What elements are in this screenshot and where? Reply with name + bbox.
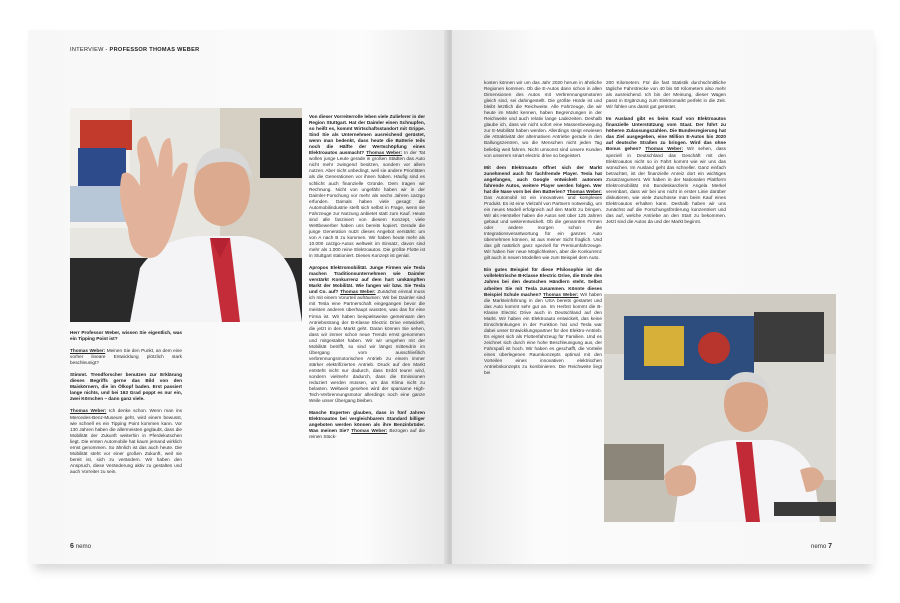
right-page (452, 30, 874, 564)
portrait-photo-right (604, 294, 836, 522)
portrait-photo-left (70, 108, 302, 322)
folio-right: nemo 7 (810, 543, 832, 550)
left-column-1: Herr Professor Weber, wissen Sie eigentlich, was ein Tipping Point ist? Thomas Weber: Meinen Sie den Punkt, an dem eine vorher lineare Entwicklung plötzlich stark beschleunigt? Stimmt. Trendforscher benutzen zur Erklärung dieses Begriffs gerne das Bild von den Maiskörnern, die im Ölkopf baden. Erst passiert lange nichts, und bei 163 Grad poppt es nur ein, zwei Körnchen – dann ganz viele. Thomas Weber: Ich denke schon. Wenn man ins Mercedes-Benz-Museum geht, wird einem bewusst, wie schnell es ein Tipping Point kommen kann. Vor 130 Jahren haben die allermeisten geglaubt, dass die Mobilität der Zukunft weiterhin in Pferdekutschen liegt. Die ersten Automobile hat kaum jemand wirklich ernst genommen. So ähnlich ist das auch heute. Die Mobilität steht vor einer großen Zukunft, weil sie bereit ist, sich zu verändern. Wir haben den Anspruch, diese Veränderung aktiv zu gestalten und auch Vorreiter zu sein. (70, 330, 182, 474)
left-page (28, 30, 448, 564)
folio-left: 6 nemo (70, 543, 92, 550)
magazine-spread (28, 30, 874, 564)
right-column-2: 200 Kilometern. Für die fast Statistik durchschnittliche tägliche Fahrstrecke von 40 bis 50 Kilometern also mehr als ausreichend. Ich bin der Meinung, dieser Wagen passt in Ergänzung zum Elektromarkt perfekt in die Zeit. Wir fühlen uns damit gut gerüstet. Im Ausland gibt es beim Kauf von Elektroautos finanzielle Unterstützung vom Staat. Der führt zu höheren Zulassungszahlen. Die Bundesregierung hat das Ziel ausgegeben, eine Million E-Autos bis 2020 auf deutsche Straßen zu bringen. Wird das ohne Bonus gehen? Thomas Weber: Wir sehen, dass speziell in Deutschland das Geschäft mit den Elektroautos nicht so in Fahrt kommt wie wir uns das wünschen. Im Ausland geht das schneller. Ganz einfach betrachtet, ist der finanzielle Anreiz dort ein wichtiges Zusatzargument. Wir haben in der Nationalen Plattform Elektromobilität mit Bundeskanzlerin Angela Merkel vereinbart, dass wir bei uns nicht in erster Linie darüber diskutieren, wie viele Zuschüsse man beim Kauf eines Elektroautos erhalten kann. Deshalb haben wir uns zunächst auf die Forschungsförderung konzentriert und das auf, welche Antriebe an den Start zu bekommen. Jetzt sind die Autos da und der Markt beginnt. (606, 80, 726, 225)
right-column-1: kosten können wir um das Jahr 2020 herum in ähnliche Regionen kommen. Ob die E-Autos dann schon in allen Dimensionen des Autos mit Verbrennungsmotoren gleich sind, sei dahingestellt. Die größte Hürde ist und bleibt letztlich die Reichweite. Alle Fahrzeuge, die wir heute im Markt kennen, haben Begrenzungen in der Reichweite und auch relativ lange Ladezeiten. Deshalb glaube ich, dass wir nicht sofort eine Massenbewegung zur E-Mobilität haben werden. Allerdings steigt erwiesen die Attraktivität der alternativen Antriebe gerade in den Ballungszentren, wo die Menschen nicht jeden Tag beliebig weit fahren. Nicht umsonst sind unsere Kunden von unserem smart electric drive so begeistert. Mit dem Elektroauto öffnet sich der Markt zunehmend auch für fachfremde Player. Tesla hat angefangen, auch Google entwickelt autonom fahrende Autos, weitere Player werden folgen. Wer hat die Nase vorn bei den Batterien? Thomas Weber: Das Automobil ist ein innovatives und komplexes Produkt. Es ist eine Vielzahl von Partnern notwendig, um ein neues Modell erfolgreich auf den Markt zu bringen. Wir als Hersteller haben die Autos seit über 125 Jahren gebaut und weiterentwickelt. Ob die genannten Firmen oder andere morgen schon die Integrationsverantwortung für ein ganzes Auto übernehmen können, ist aus meiner Sicht fraglich. Und das gilt natürlich ganz speziell für Premiumfahrzeuge. Wir haben hier neue Möglichkeiten, aber die Konkurrenz gilt auch in neuen Modellen wie zum Beispiel dem Auto. Ein gutes Beispiel für diese Philosophie ist die vollelektrische B-Klasse Electric Drive, die Ende des Jahres bei den deutschen Händlern steht. Selbst arbeiten Sie mit Tesla zusammen. Könnte dieses Beispiel Schule machen? Thomas Weber: Wir haben die Markteinführung in den USA bereits gestartet und das Auto kommt sehr gut an. Im Herbst kommt die B-Klasse Electric Drive auch in Deutschland auf den Markt. Wir haben ein Elektroauto entwickelt, das keine Einschränkungen in der Funktion hat und Tesla war dabei unser Entwicklungspartner für den Elektro-Antrieb. Es eignet sich als Flottenfahrzeug für Familien. Und es zeichnet sich durch eine hohe Beschleunigung aus, der Fahrspaß ist hoch. Wir haben es geschafft, die Vorteile eines überlegenen Raumkonzepts optimal mit den Vorteilen eines innovativen elektrischen Antriebskonzepts zu kombinieren. Die Reichweite liegt bei (484, 80, 602, 376)
running-head: INTERVIEW - PROFESSOR THOMAS WEBER (70, 47, 200, 53)
photo-man-raised-hand (70, 108, 302, 322)
left-column-2: Von dieser Vorreiterrolle leben viele Zulieferer in der Region Stuttgart. Hat der Daimler einen Schnupfen, so heißt es, kommt Wirtschaftsstandort mit Grippe. Sind Sie als Unternehmen ausreichend gerüstet, wenn man bedenkt, dass heute die Batterie teils noch die Hälfte der Wertschöpfung eines Elektroautos ausmacht? Thomas Weber: In der Tat wollen junge Leute gerade in großen Städten das Auto nicht mehr zwingend besitzen, sondern vor allem nutzen. Aber nicht unbedingt, weil sie andere Prioritäten als die Generationen vor ihnen haben. Häufig sind es schlicht auch finanzielle Gründe. Dem tragen wir Rechnung. Nicht von ungefähr haben wir in der Daimler-Forschung vor mehr als sechs Jahren car2go erfunden. Damals haben viele gesagt: die Automobilindustrie stellt sich selbst in Frage, wenn sie Fahrzeuge zur Nutzung anbietet statt zum Kauf. Heute sind alle fasziniert von diesem Konzept, viele Wettbewerber haben uns bereits kopiert. Gerade die junge Generation nutzt dieses Angebot verstärkt: um von A nach B zu kommen. Wir haben heute mehr als 10.000 car2go-Autos weltweit im Einsatz, davon sind mehr als 1.000 reine Elektroautos. Die größte Flotte ist in Stuttgart stationiert. Dieses Konzept ist genial. Apropos Elektromobilität. Junge Firmen wie Tesla machen Traditionsunternehmen wie Daimler verstärkt Konkurrenz auf dem hart umkämpften Markt der Mobilität. Wie fangen wir bzw. Sie Tesla und Co. auf? Thomas Weber: Zunächst einmal muss ich mit einem Vorurteil aufräumen: Wir bei Daimler sind mit Tesla eine Partnerschaft eingegangen bevor die meisten anderen überhaupt wussten, was das für eine Firma ist. Wir haben beispielsweise gemeinsam den Antriebsstrang der B-Klasse Electric Drive entwickelt, die jetzt in den Markt geht. Daran können Sie sehen, dass wir immer schon neue Trends ernst genommen und mitgestaltet haben. Wir wir umgehen mit der Mobilität betrifft, so sind wir längst mittendrin im Übergang vom ausschließlich verbrennungsmotorischen Antrieb zu einem immer stärker elektrifizierten Antrieb. Druck auf den Markt entsteht nicht nur dadurch, dass Erdöl teurer wird, sondern vielmehr dadurch, dass die Emissionen reduziert werden müssen, um das Klima nicht zu belasten. Weltweit gesehen wird der sparsame High-Tech-Verbrennungsmotor allerdings noch eine ganze Weile unser Übergang bleiben. Manche Experten glauben, dass in fünf Jahren Elektroautos bei vergleichbarem Standard billiger angeboten werden können als ihre Benzinbrüder. Was meinen Sie? Thomas Weber: Bezogen auf die reinen Stück- (309, 114, 425, 440)
photo-man-at-desk (604, 294, 836, 522)
